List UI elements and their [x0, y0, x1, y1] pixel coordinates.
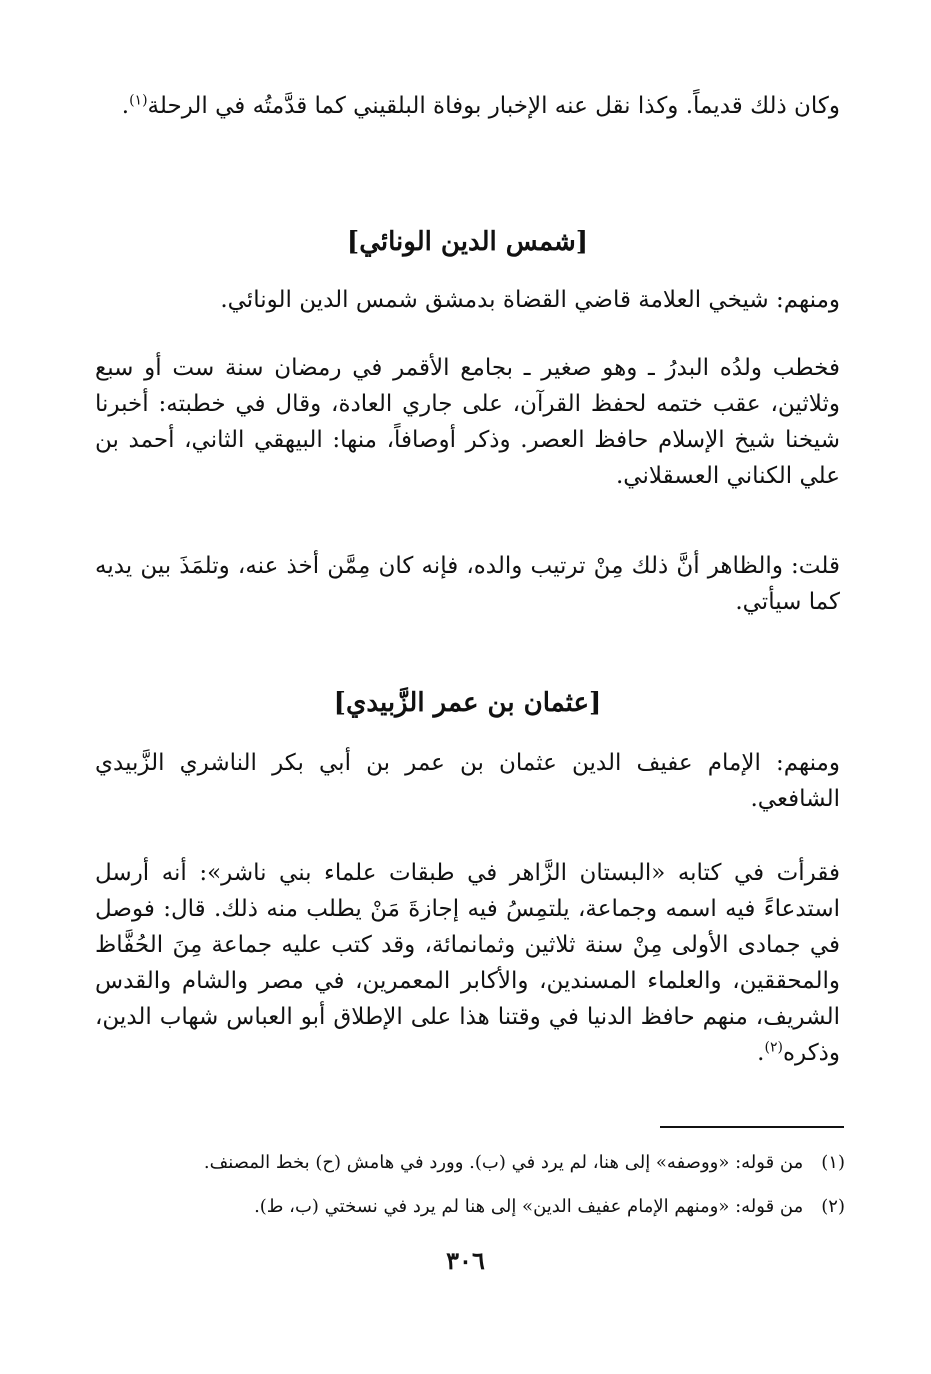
footnote-text: من قوله: «ووصفه» إلى هنا، لم يرد في (ب). وورد في هامش (ح) بخط المصنف.	[203, 1152, 804, 1173]
footnote-separator	[660, 1126, 844, 1128]
section-heading-zabidi: [عثمان بن عمر الزَّبيدي]	[333, 688, 602, 718]
footnote-number: (٢)	[821, 1196, 845, 1217]
footnote-ref-1: (١)	[129, 92, 148, 109]
paragraph-text: وكان ذلك قديماً. وكذا نقل عنه الإخبار بوفاة البلقيني كما قدَّمتُه في الرحلة	[147, 93, 840, 119]
paragraph-end: .	[757, 1040, 765, 1066]
footnote-text: من قوله: «ومنهم الإمام عفيف الدين» إلى هنا لم يرد في نسختي (ب، ط).	[254, 1196, 804, 1217]
paragraph-text: فقرأت في كتابه «البستان الزَّاهر في طبقات علماء بني ناشر»: أنه أرسل استدعاءً فيه اسمه وجماعة، يلتمِسُ فيه إجازةَ مَنْ يطلب منه ذلك. قال: فوصل في جمادى الأولى مِنْ سنة ثلاثين وثمانمائة، وقد كتب عليه جماعة مِنَ الحُفَّاظ والمحققين، والعلماء المسندين، والأكابر المعمرين، في مصر والشام والقدس الشريف، منهم حافظ الدنيا في وقتنا هذا على الإطلاق أبو العباس شهاب الدين، وذكره	[95, 860, 840, 1066]
footnote-number: (١)	[821, 1152, 845, 1173]
paragraph-wanai-intro: ومنهم: شيخي العلامة قاضي القضاة بدمشق شمس الدين الونائي.	[220, 287, 840, 313]
section-heading-wanai: [شمس الدين الونائي]	[346, 227, 589, 257]
footnote-ref-2: (٢)	[764, 1039, 783, 1056]
page-number: ٣٠٦	[446, 1246, 485, 1275]
paragraph-sermon: فخطب ولدُه البدرُ ـ وهو صغير ـ بجامع الأقمر في رمضان سنة ست أو سبع وثلاثين، عقب ختمه لحفظ القرآن، على جاري العادة، وقال في خطبته: أخبرنا شيخنا شيخ الإسلام حافظ العصر. وذكر أوصافاً، منها: البيهقي الثاني، أحمد بن علي الكناني العسقلاني.	[95, 355, 840, 489]
footnote-2	[95, 1194, 845, 1220]
paragraph-continuation	[95, 88, 840, 124]
paragraph-comment: قلت: والظاهر أنَّ ذلك مِنْ ترتيب والده، فإنه كان مِمَّن أخذ عنه، وتلمَذَ بين يديه كما سيأتي.	[95, 553, 840, 615]
footnote-1	[95, 1150, 845, 1176]
paragraph-zabidi-intro: ومنهم: الإمام عفيف الدين عثمان بن عمر بن أبي بكر الناشري الزَّبيدي الشافعي.	[95, 750, 840, 812]
paragraph-bustan	[95, 855, 840, 1071]
paragraph-end: .	[121, 93, 130, 119]
